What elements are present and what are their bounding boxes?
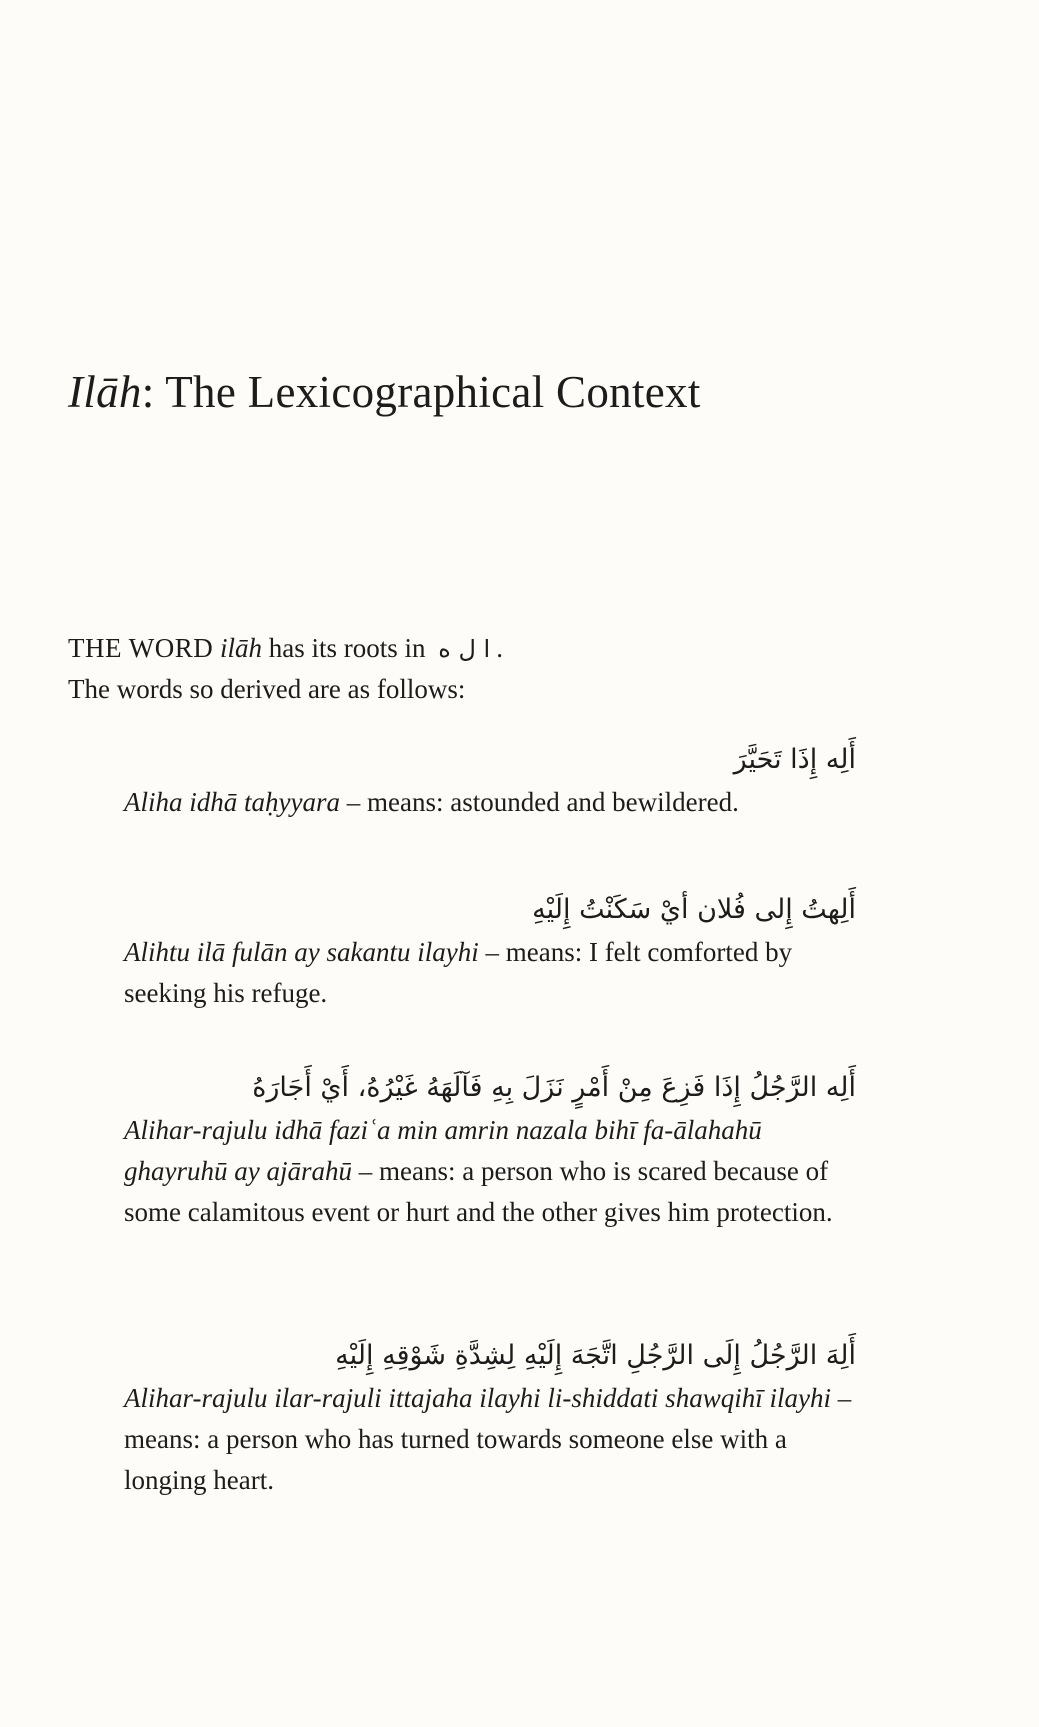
entry-arabic: أَلِهَ الرَّجُلُ إِلَى الرَّجُلِ اتَّجَهَ إِلَيْهِ لِشِدَّةِ شَوْقِهِ إِلَيْهِ (335, 1340, 856, 1371)
entry-meaning: – means: astounded and bewildered. (339, 787, 739, 817)
intro-line-1 (68, 628, 888, 669)
intro-period: . (496, 633, 503, 663)
title-rest: : The Lexicographical Context (141, 367, 701, 417)
intro-text: has its roots in (268, 633, 426, 663)
entry-3 (124, 1066, 864, 1233)
entry-meaning: – means: a person who has turned towards someone else with a longing heart. (124, 1383, 852, 1495)
entry-meaning: – means: a person who is scared because of some calamitous event or hurt and the other gives him protection. (124, 1156, 833, 1227)
intro-term: ilāh (220, 633, 263, 663)
entry-2 (124, 888, 864, 1014)
entry-transliteration: Aliha idhā taḥyyara (124, 787, 340, 817)
title-term: Ilāh (68, 367, 142, 417)
entry-transliteration: Alihtu ilā fulān ay sakantu ilayhi (124, 937, 479, 967)
intro-caps: THE WORD (68, 633, 214, 663)
entry-gloss (124, 932, 864, 1014)
entry-meaning: – means: I felt comforted by seeking his refuge. (124, 937, 793, 1008)
entry-4 (124, 1334, 864, 1501)
chapter-title (68, 366, 701, 418)
entry-arabic: أَلِه إِذَا تَحَيَّرَ (733, 744, 856, 775)
entry-gloss (124, 782, 864, 823)
entry-transliteration: Alihar-rajulu ilar-rajuli ittajaha ilayhi li-shiddati shawqihī ilayhi (124, 1383, 831, 1413)
entry-gloss (124, 1110, 864, 1233)
entry-arabic: أَلِهتُ إِلى فُلان أيْ سَكَنْتُ إِلَيْهِ (532, 894, 856, 925)
intro-line-2: The words so derived are as follows: (68, 674, 466, 704)
root-letters: ا ل ه (438, 635, 491, 663)
entry-1 (124, 738, 864, 823)
entry-transliteration: Alihar-rajulu idhā faziʿa min amrin nazala bihī fa-ālahahū ghayruhū ay ajārahū (124, 1115, 762, 1186)
entry-gloss (124, 1378, 864, 1501)
intro-paragraph (68, 628, 888, 709)
entry-arabic: أَلِه الرَّجُلُ إِذَا فَزِعَ مِنْ أَمْرٍ نَزَلَ بِهِ فَآلَهَهُ غَيْرُهُ، أَيْ أَجَارَهُ (252, 1072, 856, 1103)
